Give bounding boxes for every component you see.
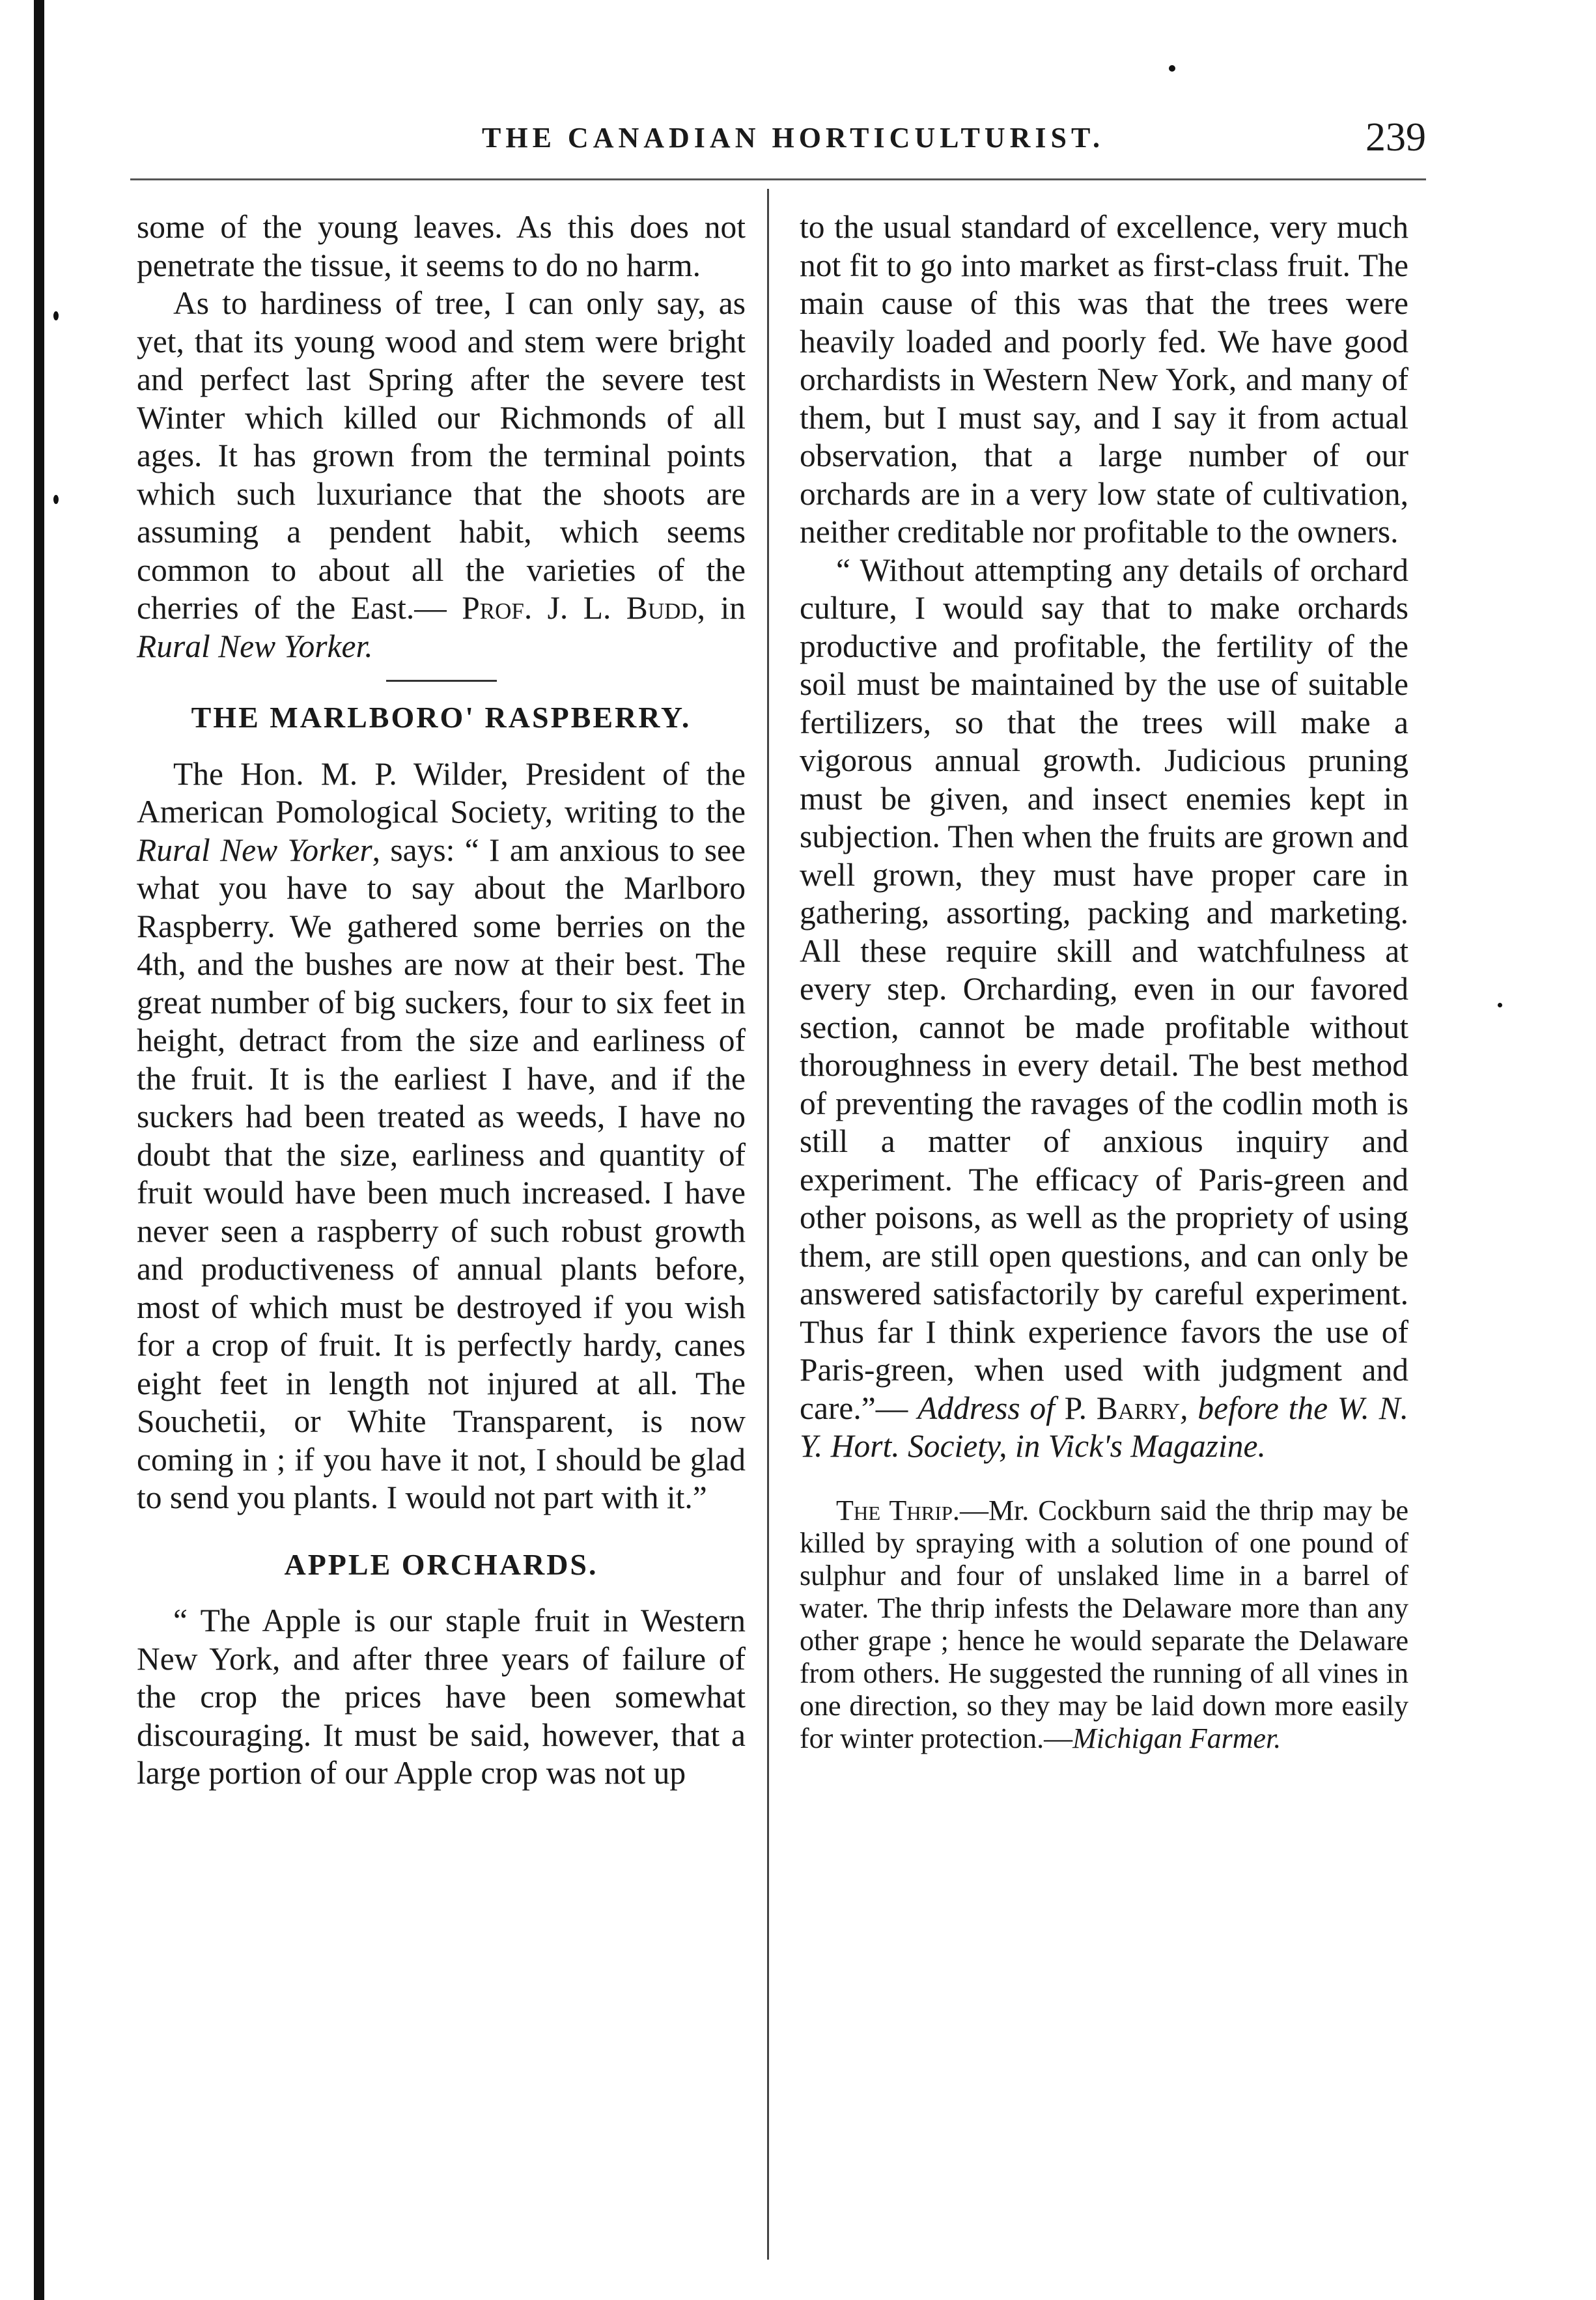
source-michigan-farmer: Michigan Farmer. <box>1072 1722 1281 1754</box>
source-rural-new-yorker-2: Rural New Yorker <box>137 832 372 868</box>
journal-title: THE CANADIAN HORTICULTURIST. <box>482 122 1105 154</box>
orchard-culture-paragraph <box>800 552 1408 1466</box>
cherry-paragraph-end: some of the young leaves. As this does not penetrate the tissue, it seems to do no harm. <box>137 209 746 283</box>
page-spine-shadow <box>34 0 44 2300</box>
thrip-lead: The Thrip. <box>836 1494 960 1526</box>
hardiness-text: As to hardiness of tree, I can only say, as yet, that its young wood and stem were bright and perfect last Spring after the severe test Winter which killed our Richmonds of all ages. It has grown from the terminal points which such luxuriance that the shoots are assuming a pendent habit, which seems common to about all the varieties of the cherries of the East.— <box>137 285 746 626</box>
marlboro-paragraph <box>137 755 746 1517</box>
apple-paragraph-start: “ The Apple is our staple fruit in Western New York, and after three years of failure of the crop the prices have been somewhat discouraging. It must be said, however, that a large portion of our Apple crop was not up <box>137 1603 746 1791</box>
ink-speck <box>53 495 59 504</box>
marlboro-text-a: The Hon. M. P. Wilder, President of the American Pomological Society, writing to the <box>137 755 746 830</box>
author-budd: Prof. J. L. Budd <box>462 590 697 626</box>
citation-address-of: Address of <box>917 1390 1055 1426</box>
thrip-paragraph <box>800 1494 1408 1755</box>
marlboro-heading: THE MARLBORO' RASPBERRY. <box>191 701 692 734</box>
page-number: 239 <box>1365 115 1426 160</box>
right-column <box>800 208 1408 1755</box>
ink-speck <box>1498 1003 1502 1007</box>
ink-speck <box>53 311 59 320</box>
citation-vicks-magazine: , before the W. N. Y. Hort. Society, in Vick's Magazine. <box>800 1390 1408 1464</box>
header-rule <box>130 178 1426 180</box>
column-divider <box>767 189 769 2260</box>
thrip-text: —Mr. Cockburn said the thrip may be killed by spraying with a solution of one pound of sulphur and four of unslaked lime in a barrel of water. The thrip infests the Delaware more than any other grape ; hence he would separate the Delaware from others. He suggested the running of all vines in one direction, so they may be laid down more easily for winter protection.— <box>800 1494 1408 1754</box>
orchard-culture-text: “ Without attempting any details of orchard culture, I would say that to make orchards productive and profitable, the fertility of the soil must be maintained by the use of suitable fertilizers, so that the trees will make a vigorous annual growth. Judicious pruning must be given, and insect enemies kept in subjection. Then when the fruits are grown and well grown, they must have proper care in gathering, assorting, packing and marketing. All these require skill and watchfulness at every step. Orcharding, even in our favored section, cannot be made profitable without thoroughness in every detail. The best method of preventing the ravages of the codlin moth is still a matter of anxious inquiry and experiment. The efficacy of Paris-green and other poisons, as well as the propriety of using them, are still open questions, and can only be answered satisfactorily by careful experiment. Thus far I think experience favors the use of Paris-green, when used with judgment and care.”— <box>800 552 1408 1426</box>
section-rule <box>386 680 497 682</box>
hardiness-paragraph <box>137 285 746 666</box>
apple-paragraph-continued: to the usual standard of excellence, very much not fit to go into market as first-class fruit. The main cause of this was that the trees were heavily loaded and poorly fed. We have good orchardists in Western New York, and many of them, but I must say, and I say it from actual observation, that a large number of our orchards are in a very low state of cultivation, neither creditable nor profitable to the owners. <box>800 209 1408 550</box>
marlboro-text-b: , says: “ I am anxious to see what you have to say about the Marlboro Raspberry. We gathered some berries on the 4th, and the bushes are now at their best. The great number of big suckers, four to six feet in height, detract from the size and earliness of the fruit. It is the earliest I have, and if the suckers had been treated as weeds, I have no doubt that the size, earliness and quantity of fruit would have been much increased. I have never seen a raspberry of such robust growth and productiveness of annual plants before, most of which must be destroyed if you wish for a crop of fruit. It is perfectly hardy, canes eight feet in length not injured at all. The Souchetii, or White Transparent, is now coming in ; if you have it not, I should be glad to send you plants. I would not part with it.” <box>137 832 746 1515</box>
apple-orchards-heading: APPLE ORCHARDS. <box>284 1547 598 1581</box>
in-connector: , in <box>697 590 746 626</box>
author-barry: P. Barry <box>1054 1390 1181 1426</box>
running-head <box>130 115 1426 167</box>
left-column <box>137 208 746 1793</box>
source-rural-new-yorker: Rural New Yorker. <box>137 628 373 664</box>
ink-speck <box>1169 65 1175 72</box>
